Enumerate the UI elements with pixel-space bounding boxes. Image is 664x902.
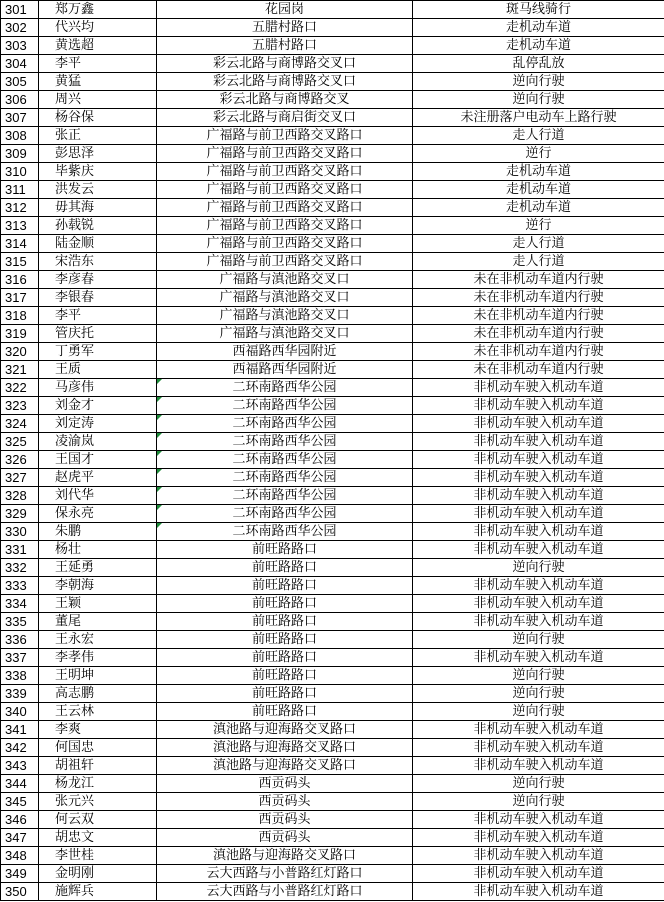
violation-cell[interactable]: 非机动车驶入机动车道 [413,397,664,415]
location-cell[interactable]: 滇池路与迎海路交叉路口 [157,847,413,865]
row-number-cell[interactable]: 309 [1,145,39,163]
row-number-cell[interactable]: 328 [1,487,39,505]
location-cell[interactable]: 二环南路西华公园 [157,451,413,469]
name-cell[interactable]: 张元兴 [39,793,157,811]
name-cell[interactable]: 凌渝岚 [39,433,157,451]
table-row[interactable] [1,883,664,901]
location-cell[interactable]: 二环南路西华公园 [157,379,413,397]
name-cell[interactable]: 彭思泽 [39,145,157,163]
row-number-cell[interactable]: 314 [1,235,39,253]
table-row[interactable] [1,577,664,595]
location-cell[interactable]: 前旺路路口 [157,631,413,649]
location-cell[interactable]: 前旺路路口 [157,667,413,685]
table-row[interactable] [1,541,664,559]
location-cell[interactable]: 花园岗 [157,1,413,19]
name-cell[interactable]: 管庆托 [39,325,157,343]
violation-cell[interactable]: 非机动车驶入机动车道 [413,523,664,541]
row-number-cell[interactable]: 343 [1,757,39,775]
row-number-cell[interactable]: 303 [1,37,39,55]
table-row[interactable] [1,757,664,775]
violation-cell[interactable]: 非机动车驶入机动车道 [413,415,664,433]
location-cell[interactable]: 广福路与滇池路交叉口 [157,325,413,343]
violation-cell[interactable]: 未在非机动车道内行驶 [413,289,664,307]
location-cell[interactable]: 云大西路与小普路红灯路口 [157,865,413,883]
row-number-cell[interactable]: 334 [1,595,39,613]
row-number-cell[interactable]: 341 [1,721,39,739]
location-cell[interactable]: 西贡码头 [157,775,413,793]
location-cell[interactable]: 广福路与前卫西路交叉路口 [157,181,413,199]
violation-cell[interactable]: 逆向行驶 [413,667,664,685]
name-cell[interactable]: 郑万鑫 [39,1,157,19]
violation-cell[interactable]: 斑马线骑行 [413,1,664,19]
row-number-cell[interactable]: 350 [1,883,39,901]
row-number-cell[interactable]: 305 [1,73,39,91]
violation-cell[interactable]: 非机动车驶入机动车道 [413,811,664,829]
violation-cell[interactable]: 非机动车驶入机动车道 [413,721,664,739]
location-cell[interactable]: 广福路与滇池路交叉口 [157,271,413,289]
row-number-cell[interactable]: 331 [1,541,39,559]
violation-cell[interactable]: 走机动车道 [413,181,664,199]
row-number-cell[interactable]: 301 [1,1,39,19]
location-cell[interactable]: 二环南路西华公园 [157,523,413,541]
violation-cell[interactable]: 非机动车驶入机动车道 [413,469,664,487]
violation-cell[interactable]: 非机动车驶入机动车道 [413,847,664,865]
row-number-cell[interactable]: 329 [1,505,39,523]
row-number-cell[interactable]: 342 [1,739,39,757]
row-number-cell[interactable]: 326 [1,451,39,469]
name-cell[interactable]: 何国忠 [39,739,157,757]
name-cell[interactable]: 代兴均 [39,19,157,37]
name-cell[interactable]: 王国才 [39,451,157,469]
table-row[interactable] [1,793,664,811]
table-row[interactable] [1,271,664,289]
table-row[interactable] [1,613,664,631]
table-row[interactable] [1,721,664,739]
violation-cell[interactable]: 逆向行驶 [413,775,664,793]
violation-cell[interactable]: 非机动车驶入机动车道 [413,595,664,613]
row-number-cell[interactable]: 304 [1,55,39,73]
violation-cell[interactable]: 走人行道 [413,235,664,253]
table-row[interactable] [1,739,664,757]
name-cell[interactable]: 李平 [39,307,157,325]
location-cell[interactable]: 广福路与前卫西路交叉路口 [157,145,413,163]
name-cell[interactable]: 黄选超 [39,37,157,55]
row-number-cell[interactable]: 325 [1,433,39,451]
location-cell[interactable]: 西贡码头 [157,811,413,829]
location-cell[interactable]: 二环南路西华公园 [157,433,413,451]
row-number-cell[interactable]: 317 [1,289,39,307]
violation-cell[interactable]: 非机动车驶入机动车道 [413,541,664,559]
violation-cell[interactable]: 未在非机动车道内行驶 [413,325,664,343]
row-number-cell[interactable]: 335 [1,613,39,631]
violation-cell[interactable]: 逆向行驶 [413,793,664,811]
violation-cell[interactable]: 非机动车驶入机动车道 [413,865,664,883]
table-row[interactable] [1,667,664,685]
row-number-cell[interactable]: 306 [1,91,39,109]
name-cell[interactable]: 胡忠文 [39,829,157,847]
violation-cell[interactable]: 非机动车驶入机动车道 [413,379,664,397]
violation-cell[interactable]: 非机动车驶入机动车道 [413,613,664,631]
row-number-cell[interactable]: 333 [1,577,39,595]
violation-cell[interactable]: 非机动车驶入机动车道 [413,433,664,451]
table-row[interactable] [1,181,664,199]
table-row[interactable] [1,307,664,325]
location-cell[interactable]: 前旺路路口 [157,613,413,631]
table-row[interactable] [1,433,664,451]
location-cell[interactable]: 二环南路西华公园 [157,397,413,415]
violation-cell[interactable]: 未在非机动车道内行驶 [413,343,664,361]
violation-cell[interactable]: 未在非机动车道内行驶 [413,361,664,379]
location-cell[interactable]: 前旺路路口 [157,685,413,703]
table-row[interactable] [1,1,664,19]
table-row[interactable] [1,217,664,235]
location-cell[interactable]: 前旺路路口 [157,541,413,559]
location-cell[interactable]: 广福路与滇池路交叉口 [157,307,413,325]
location-cell[interactable]: 滇池路与迎海路交叉路口 [157,721,413,739]
name-cell[interactable]: 周兴 [39,91,157,109]
violation-cell[interactable]: 走人行道 [413,127,664,145]
table-row[interactable] [1,55,664,73]
violation-cell[interactable]: 未注册落户电动车上路行驶 [413,109,664,127]
table-row[interactable] [1,379,664,397]
location-cell[interactable]: 二环南路西华公园 [157,415,413,433]
name-cell[interactable]: 李银春 [39,289,157,307]
violation-cell[interactable]: 未在非机动车道内行驶 [413,271,664,289]
table-row[interactable] [1,73,664,91]
location-cell[interactable]: 二环南路西华公园 [157,487,413,505]
location-cell[interactable]: 彩云北路与商启街交叉口 [157,109,413,127]
violation-cell[interactable]: 走机动车道 [413,37,664,55]
name-cell[interactable]: 施辉兵 [39,883,157,901]
name-cell[interactable]: 李孝伟 [39,649,157,667]
location-cell[interactable]: 前旺路路口 [157,559,413,577]
table-row[interactable] [1,415,664,433]
table-row[interactable] [1,289,664,307]
location-cell[interactable]: 广福路与前卫西路交叉路口 [157,217,413,235]
table-row[interactable] [1,91,664,109]
location-cell[interactable]: 广福路与前卫西路交叉路口 [157,253,413,271]
table-row[interactable] [1,235,664,253]
name-cell[interactable]: 董尾 [39,613,157,631]
table-row[interactable] [1,487,664,505]
name-cell[interactable]: 王云林 [39,703,157,721]
table-row[interactable] [1,199,664,217]
name-cell[interactable]: 王颖 [39,595,157,613]
row-number-cell[interactable]: 336 [1,631,39,649]
row-number-cell[interactable]: 311 [1,181,39,199]
violation-cell[interactable]: 走机动车道 [413,199,664,217]
row-number-cell[interactable]: 320 [1,343,39,361]
name-cell[interactable]: 毋其海 [39,199,157,217]
location-cell[interactable]: 前旺路路口 [157,649,413,667]
table-row[interactable] [1,631,664,649]
row-number-cell[interactable]: 347 [1,829,39,847]
violation-cell[interactable]: 逆向行驶 [413,73,664,91]
table-row[interactable] [1,523,664,541]
table-row[interactable] [1,505,664,523]
table-row[interactable] [1,127,664,145]
row-number-cell[interactable]: 324 [1,415,39,433]
violation-cell[interactable]: 逆向行驶 [413,703,664,721]
location-cell[interactable]: 广福路与滇池路交叉口 [157,289,413,307]
table-row[interactable] [1,847,664,865]
row-number-cell[interactable]: 338 [1,667,39,685]
name-cell[interactable]: 李平 [39,55,157,73]
table-row[interactable] [1,649,664,667]
violation-cell[interactable]: 乱停乱放 [413,55,664,73]
table-row[interactable] [1,595,664,613]
row-number-cell[interactable]: 330 [1,523,39,541]
name-cell[interactable]: 金明刚 [39,865,157,883]
name-cell[interactable]: 李彦春 [39,271,157,289]
violation-cell[interactable]: 走机动车道 [413,19,664,37]
table-row[interactable] [1,703,664,721]
name-cell[interactable]: 王明坤 [39,667,157,685]
name-cell[interactable]: 杨谷保 [39,109,157,127]
location-cell[interactable]: 彩云北路与商博路交叉口 [157,73,413,91]
location-cell[interactable]: 广福路与前卫西路交叉路口 [157,127,413,145]
violation-cell[interactable]: 逆向行驶 [413,631,664,649]
name-cell[interactable]: 洪发云 [39,181,157,199]
row-number-cell[interactable]: 346 [1,811,39,829]
name-cell[interactable]: 何云双 [39,811,157,829]
location-cell[interactable]: 二环南路西华公园 [157,469,413,487]
name-cell[interactable]: 王延勇 [39,559,157,577]
violation-cell[interactable]: 逆向行驶 [413,685,664,703]
violation-cell[interactable]: 走人行道 [413,253,664,271]
row-number-cell[interactable]: 339 [1,685,39,703]
location-cell[interactable]: 滇池路与迎海路交叉路口 [157,739,413,757]
location-cell[interactable]: 广福路与前卫西路交叉路口 [157,235,413,253]
table-row[interactable] [1,343,664,361]
location-cell[interactable]: 前旺路路口 [157,577,413,595]
name-cell[interactable]: 黄猛 [39,73,157,91]
row-number-cell[interactable]: 348 [1,847,39,865]
table-row[interactable] [1,37,664,55]
row-number-cell[interactable]: 344 [1,775,39,793]
table-row[interactable] [1,775,664,793]
location-cell[interactable]: 西福路西华园附近 [157,361,413,379]
table-row[interactable] [1,397,664,415]
name-cell[interactable]: 宋浩东 [39,253,157,271]
row-number-cell[interactable]: 321 [1,361,39,379]
violation-cell[interactable]: 非机动车驶入机动车道 [413,649,664,667]
table-row[interactable] [1,109,664,127]
name-cell[interactable]: 马彦伟 [39,379,157,397]
row-number-cell[interactable]: 323 [1,397,39,415]
row-number-cell[interactable]: 349 [1,865,39,883]
location-cell[interactable]: 滇池路与迎海路交叉路口 [157,757,413,775]
violation-cell[interactable]: 非机动车驶入机动车道 [413,451,664,469]
table-row[interactable] [1,829,664,847]
violation-cell[interactable]: 走机动车道 [413,163,664,181]
name-cell[interactable]: 朱鹏 [39,523,157,541]
name-cell[interactable]: 胡祖轩 [39,757,157,775]
row-number-cell[interactable]: 319 [1,325,39,343]
violation-cell[interactable]: 非机动车驶入机动车道 [413,757,664,775]
location-cell[interactable]: 西贡码头 [157,829,413,847]
row-number-cell[interactable]: 307 [1,109,39,127]
name-cell[interactable]: 保永亮 [39,505,157,523]
table-row[interactable] [1,469,664,487]
row-number-cell[interactable]: 337 [1,649,39,667]
table-row[interactable] [1,865,664,883]
location-cell[interactable]: 云大西路与小普路红灯路口 [157,883,413,901]
violation-cell[interactable]: 非机动车驶入机动车道 [413,505,664,523]
location-cell[interactable]: 五腊村路口 [157,37,413,55]
row-number-cell[interactable]: 312 [1,199,39,217]
table-row[interactable] [1,559,664,577]
violation-cell[interactable]: 非机动车驶入机动车道 [413,883,664,901]
name-cell[interactable]: 刘代华 [39,487,157,505]
row-number-cell[interactable]: 345 [1,793,39,811]
row-number-cell[interactable]: 327 [1,469,39,487]
table-row[interactable] [1,325,664,343]
violation-cell[interactable]: 非机动车驶入机动车道 [413,829,664,847]
violation-cell[interactable]: 非机动车驶入机动车道 [413,577,664,595]
location-cell[interactable]: 广福路与前卫西路交叉路口 [157,163,413,181]
row-number-cell[interactable]: 316 [1,271,39,289]
name-cell[interactable]: 刘金才 [39,397,157,415]
name-cell[interactable]: 孙载锐 [39,217,157,235]
location-cell[interactable]: 彩云北路与商博路交叉口 [157,55,413,73]
name-cell[interactable]: 杨龙江 [39,775,157,793]
table-row[interactable] [1,685,664,703]
name-cell[interactable]: 王永宏 [39,631,157,649]
table-row[interactable] [1,163,664,181]
row-number-cell[interactable]: 322 [1,379,39,397]
table-body [1,1,664,901]
table-row[interactable] [1,811,664,829]
name-cell[interactable]: 李朝海 [39,577,157,595]
row-number-cell[interactable]: 318 [1,307,39,325]
row-number-cell[interactable]: 310 [1,163,39,181]
violation-cell[interactable]: 未在非机动车道内行驶 [413,307,664,325]
name-cell[interactable]: 陆金顺 [39,235,157,253]
location-cell[interactable]: 西福路西华园附近 [157,343,413,361]
location-cell[interactable]: 彩云北路与商博路交叉 [157,91,413,109]
name-cell[interactable]: 李世桂 [39,847,157,865]
violation-cell[interactable]: 非机动车驶入机动车道 [413,739,664,757]
location-cell[interactable]: 广福路与前卫西路交叉路口 [157,199,413,217]
name-cell[interactable]: 毕紫庆 [39,163,157,181]
name-cell[interactable]: 杨壮 [39,541,157,559]
table-row[interactable] [1,19,664,37]
row-number-cell[interactable]: 313 [1,217,39,235]
location-cell[interactable]: 二环南路西华公园 [157,505,413,523]
table-row[interactable] [1,361,664,379]
location-cell[interactable]: 前旺路路口 [157,703,413,721]
name-cell[interactable]: 张正 [39,127,157,145]
violation-cell[interactable]: 逆向行驶 [413,559,664,577]
name-cell[interactable]: 刘定涛 [39,415,157,433]
location-cell[interactable]: 西贡码头 [157,793,413,811]
violation-cell[interactable]: 逆行 [413,145,664,163]
name-cell[interactable]: 丁勇军 [39,343,157,361]
table-row[interactable] [1,253,664,271]
row-number-cell[interactable]: 332 [1,559,39,577]
row-number-cell[interactable]: 315 [1,253,39,271]
location-cell[interactable]: 前旺路路口 [157,595,413,613]
name-cell[interactable]: 李爽 [39,721,157,739]
name-cell[interactable]: 高志鹏 [39,685,157,703]
violation-cell[interactable]: 非机动车驶入机动车道 [413,487,664,505]
table-row[interactable] [1,145,664,163]
table-row[interactable] [1,451,664,469]
location-cell[interactable]: 五腊村路口 [157,19,413,37]
name-cell[interactable]: 赵虎平 [39,469,157,487]
name-cell[interactable]: 王质 [39,361,157,379]
violation-cell[interactable]: 逆行 [413,217,664,235]
row-number-cell[interactable]: 308 [1,127,39,145]
violation-cell[interactable]: 逆向行驶 [413,91,664,109]
row-number-cell[interactable]: 302 [1,19,39,37]
row-number-cell[interactable]: 340 [1,703,39,721]
